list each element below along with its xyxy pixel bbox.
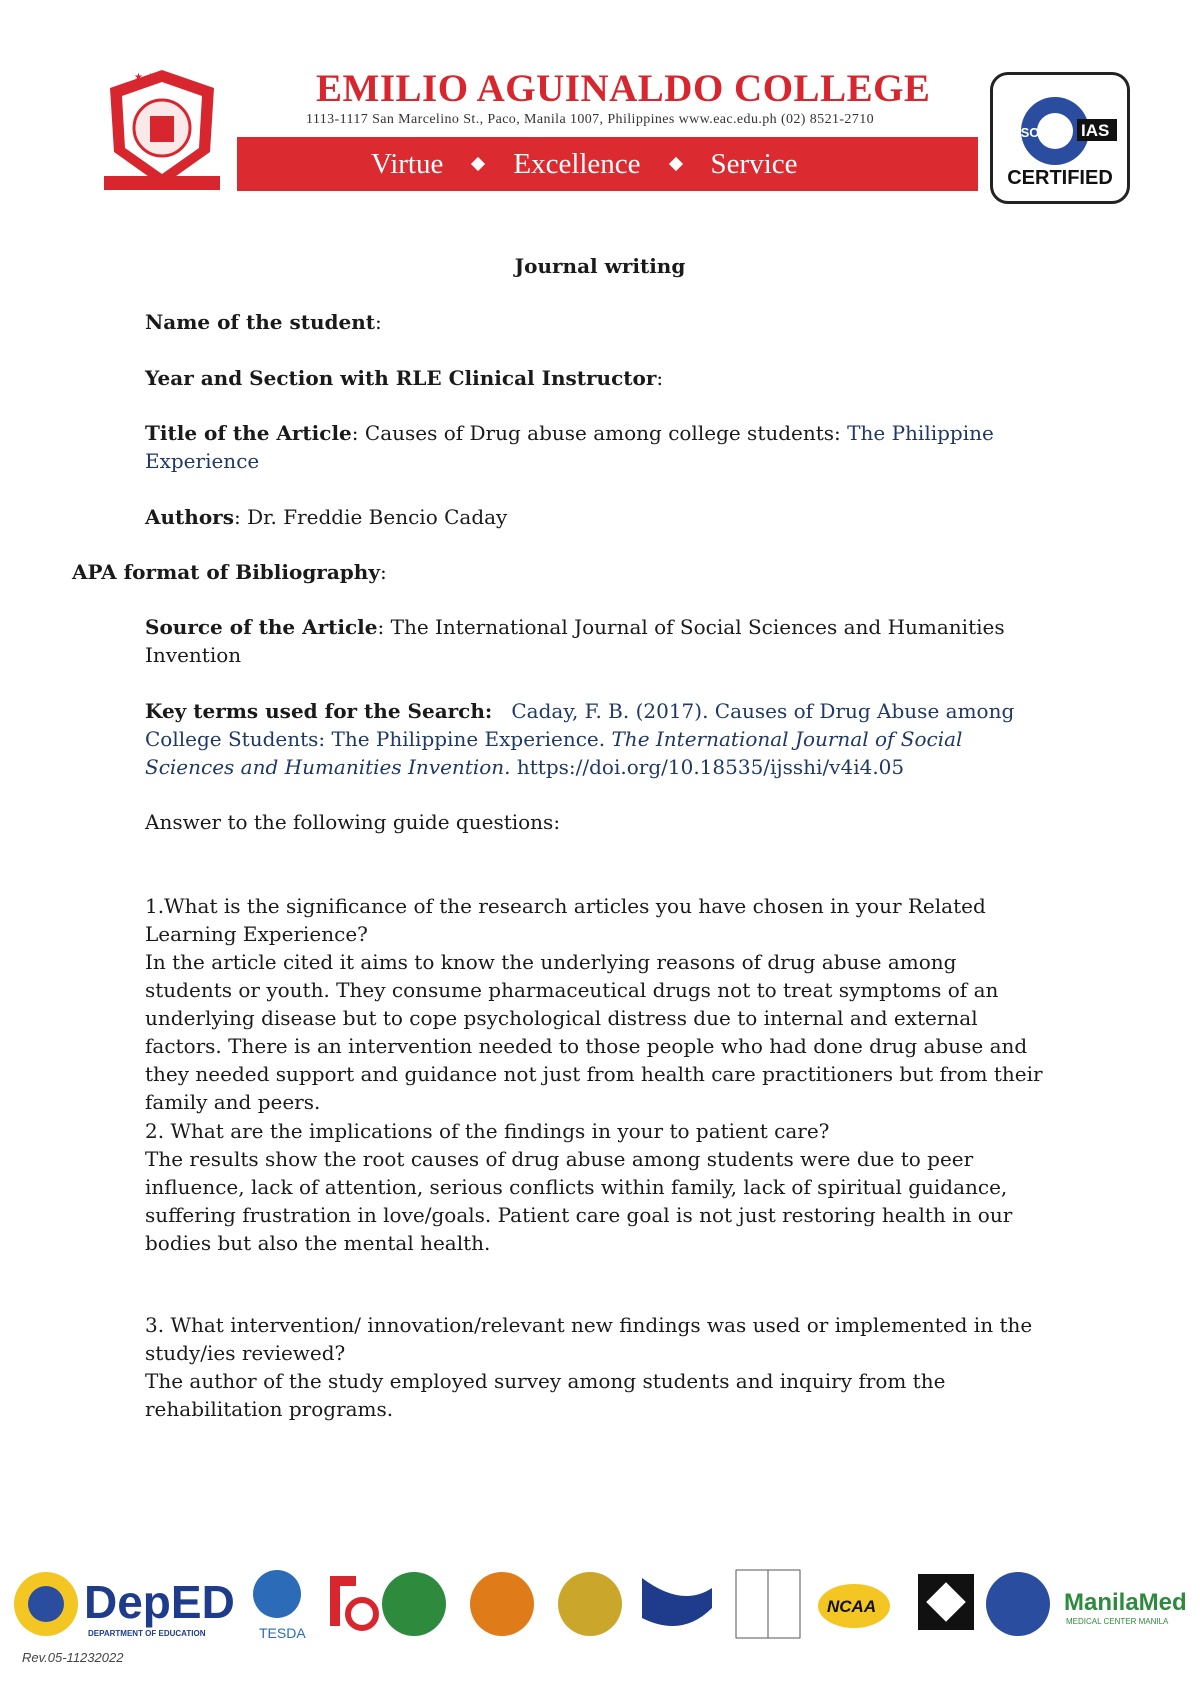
answer-text: The results show the root causes of drug abuse among students were due to peer influence, lack of attention, serious conflicts within family, lack of spiritual guidance, suffering frustration in love/goals. Patient care goal is not just restoring health in our bodies but also the mental health. (145, 1147, 1013, 1255)
philippine-seal-icon (14, 1572, 78, 1636)
question-text: 1.What is the significance of the research articles you have chosen in your Related Learning Experience? (145, 894, 986, 946)
iso-label: ISO (1017, 125, 1040, 140)
svg-text:★ ★ ★: ★ ★ ★ (134, 72, 168, 83)
article-title-label: Title of the Article (145, 421, 352, 445)
college-seal-icon (104, 68, 220, 200)
college-name: EMILIO AGUINALDO COLLEGE (316, 67, 931, 110)
manilamed-label: ManilaMed (1064, 1589, 1187, 1616)
college-address: 1113-1117 San Marcelino St., Paco, Manila 1007, Philippines www.eac.edu.ph (02) 8521-2710 (306, 112, 875, 127)
question-block-1 (145, 892, 1045, 1116)
article-title-value: Causes of Drug abuse among college students: (364, 421, 841, 445)
source-field: Source of the Article: The International Journal of Social Sciences and Humanities Invention (145, 615, 1005, 667)
guide-intro: Answer to the following guide questions: (145, 810, 561, 834)
fj-logo-icon (330, 1576, 376, 1628)
diamond-icon (668, 157, 682, 171)
article-title-link[interactable]: The Philippine Experience (145, 421, 994, 473)
page-title: Journal writing (514, 254, 686, 278)
tesda-label: TESDA (259, 1625, 306, 1641)
ched-logo-icon (918, 1574, 974, 1630)
section-field: Year and Section with RLE Clinical Instructor: (145, 366, 664, 390)
authors-label: Authors (145, 505, 234, 529)
citation-main: Caday, F. B. (2017). Causes of Drug Abuse among College Students: The Philippine Experience. (145, 699, 1015, 751)
ncaa-label: NCAA (827, 1597, 877, 1616)
revision-code: Rev.05-11232022 (22, 1650, 124, 1665)
motto-bar (237, 137, 978, 191)
source-value: The International Journal of Social Sciences and Humanities Invention (145, 615, 1005, 667)
question-text: 2. What are the implications of the findings in your to patient care? (145, 1119, 830, 1143)
motto-virtue: Virtue (371, 147, 444, 180)
green-seal-icon (382, 1572, 446, 1636)
source-label: Source of the Article (145, 615, 378, 639)
motto-excellence: Excellence (513, 147, 641, 180)
key-terms-label: Key terms used for the Search: (145, 699, 493, 723)
tesda-logo-icon (253, 1570, 306, 1641)
motto-service: Service (710, 147, 798, 180)
apa-label: APA format of Bibliography (72, 560, 380, 584)
key-terms-field (145, 697, 1045, 781)
citation-journal: The International Journal of Social Sciences and Humanities Invention. (145, 727, 963, 779)
orange-seal-icon (470, 1572, 534, 1636)
answer-text: The author of the study employed survey among students and inquiry from the rehabilitation programs. (145, 1369, 946, 1421)
ncaa-logo-icon (818, 1584, 890, 1628)
question-block-3 (145, 1311, 1045, 1423)
student-name-field: Name of the student: (145, 310, 382, 334)
deped-sub: DEPARTMENT OF EDUCATION (88, 1629, 206, 1638)
deped-logo-icon (84, 1576, 235, 1638)
blue-wave-logo-icon (642, 1578, 712, 1626)
citation-doi-link[interactable]: https://doi.org/10.18535/ijsshi/v4i4.05 (516, 755, 905, 779)
answer-text: In the article cited it aims to know the underlying reasons of drug abuse among students or youth. They consume pharmaceutical drugs not to treat symptoms of an underlying disease but to cope psychological distress due to internal and external factors. There is an intervention needed to those people who had done drug abuse and they needed support and guidance not just from health care practitioners but from their family and peers. (145, 950, 1043, 1114)
deped-label: DepED (84, 1576, 235, 1628)
student-name-label: Name of the student (145, 310, 375, 334)
question-block-2 (145, 1117, 1045, 1257)
manilamed-sub: MEDICAL CENTER MANILA (1066, 1617, 1169, 1626)
ias-label: IAS (1081, 121, 1110, 140)
question-text: 3. What intervention/ innovation/relevant new findings was used or implemented in the study/ies reviewed? (145, 1313, 1033, 1365)
iso-certified-badge (990, 72, 1130, 204)
authors-field: Authors: Dr. Freddie Bencio Caday (145, 505, 508, 529)
blue-seal-icon (986, 1572, 1050, 1636)
apa-heading: APA format of Bibliography: (72, 560, 387, 584)
gold-seal-icon (558, 1572, 622, 1636)
diamond-icon (471, 157, 485, 171)
section-label: Year and Section with RLE Clinical Instructor (145, 366, 657, 390)
manilamed-logo-icon (1064, 1589, 1187, 1626)
asaihl-logo-icon (736, 1570, 800, 1638)
accreditation-logos (12, 1564, 1192, 1644)
certified-label: CERTIFIED (1007, 167, 1113, 189)
article-title-field: Title of the Article: Causes of Drug abuse among college students: The Philippine Experience (145, 421, 994, 473)
authors-value: Dr. Freddie Bencio Caday (247, 505, 508, 529)
